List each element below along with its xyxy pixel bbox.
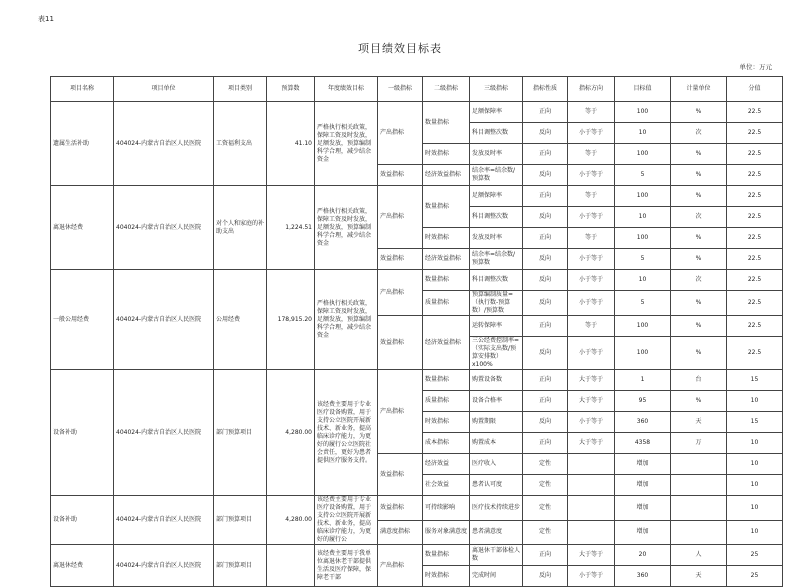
measure-unit: 台 bbox=[671, 370, 727, 391]
level2-indicator: 数量指标 bbox=[423, 102, 470, 144]
project-goal: 该经费主要用于我单位离退休老干部提供生活及医疗保障，保障老干部 bbox=[315, 545, 378, 587]
project-name: 设备补助 bbox=[51, 370, 114, 496]
header-cell: 年度绩效目标 bbox=[315, 77, 378, 102]
project-name: 离退休经费 bbox=[51, 545, 114, 587]
page-title: 项目绩效目标表 bbox=[358, 42, 442, 55]
indicator-direction bbox=[568, 475, 615, 496]
score: 22.5 bbox=[727, 316, 783, 337]
score: 15 bbox=[727, 412, 783, 433]
project-name: 一般公用经费 bbox=[51, 270, 114, 370]
level1-indicator: 产出指标 bbox=[378, 186, 423, 249]
indicator-direction: 小于等于 bbox=[568, 412, 615, 433]
level3-indicator: 运转保障率 bbox=[470, 316, 523, 337]
indicator-nature: 反向 bbox=[523, 207, 568, 228]
level3-indicator: 购置设备数 bbox=[470, 370, 523, 391]
level3-indicator: 购置期限 bbox=[470, 412, 523, 433]
indicator-direction: 等于 bbox=[568, 186, 615, 207]
measure-unit: 次 bbox=[671, 270, 727, 291]
score: 10 bbox=[727, 475, 783, 496]
measure-unit: 人 bbox=[671, 545, 727, 566]
level3-indicator: 科目调整次数 bbox=[470, 123, 523, 144]
level2-indicator: 数量指标 bbox=[423, 270, 470, 291]
level2-indicator: 经济效益 bbox=[423, 454, 470, 475]
measure-unit: % bbox=[671, 337, 727, 370]
measure-unit: % bbox=[671, 391, 727, 412]
project-category: 工资福利支出 bbox=[214, 102, 267, 186]
project-goal: 严格执行相关政策，保障工资及时发放，足额发放，预算编制科学合理，减少结余资金 bbox=[315, 270, 378, 370]
project-unit: 404024-内蒙古自治区人民医院 bbox=[114, 545, 214, 587]
indicator-nature: 反向 bbox=[523, 270, 568, 291]
project-budget: 4,280.00 bbox=[267, 496, 315, 545]
indicator-direction: 大于等于 bbox=[568, 370, 615, 391]
score: 22.5 bbox=[727, 270, 783, 291]
project-budget: 41.10 bbox=[267, 102, 315, 186]
score: 22.5 bbox=[727, 337, 783, 370]
level3-indicator: 科目调整次数 bbox=[470, 270, 523, 291]
project-category: 公用经费 bbox=[214, 270, 267, 370]
indicator-direction bbox=[568, 520, 615, 545]
target-value: 增加 bbox=[615, 454, 671, 475]
table-row bbox=[51, 102, 783, 123]
project-unit: 404024-内蒙古自治区人民医院 bbox=[114, 186, 214, 270]
level1-indicator: 产出指标 bbox=[378, 370, 423, 454]
measure-unit: % bbox=[671, 291, 727, 316]
level1-indicator: 效益指标 bbox=[378, 496, 423, 521]
level3-indicator: 医疗收入 bbox=[470, 454, 523, 475]
target-value: 100 bbox=[615, 228, 671, 249]
project-name: 离退休经费 bbox=[51, 186, 114, 270]
header-row bbox=[51, 77, 783, 102]
level2-indicator: 时效指标 bbox=[423, 228, 470, 249]
target-value: 360 bbox=[615, 566, 671, 587]
indicator-nature: 反向 bbox=[523, 123, 568, 144]
target-value: 10 bbox=[615, 270, 671, 291]
measure-unit: 天 bbox=[671, 412, 727, 433]
score: 22.5 bbox=[727, 102, 783, 123]
project-goal: 该经费主要用于专业医疗设备购置，用于支持公立医院开展新技术、新业务，提高临床诊疗能力，为更好的履行公立医院社会责任，更好为患者提供医疗服务支持。 bbox=[315, 370, 378, 496]
project-name: 设备补助 bbox=[51, 496, 114, 545]
level2-indicator: 质量指标 bbox=[423, 391, 470, 412]
indicator-direction bbox=[568, 496, 615, 521]
indicator-nature: 定性 bbox=[523, 496, 568, 521]
indicator-nature: 正向 bbox=[523, 102, 568, 123]
score: 15 bbox=[727, 370, 783, 391]
measure-unit: 次 bbox=[671, 207, 727, 228]
indicator-direction: 小于等于 bbox=[568, 270, 615, 291]
target-value: 5 bbox=[615, 291, 671, 316]
indicator-direction: 小于等于 bbox=[568, 566, 615, 587]
target-value: 20 bbox=[615, 545, 671, 566]
indicator-direction: 小于等于 bbox=[568, 249, 615, 270]
level1-indicator: 效益指标 bbox=[378, 454, 423, 496]
level3-indicator: 结余率=结余数/预算数 bbox=[470, 165, 523, 186]
target-value: 100 bbox=[615, 144, 671, 165]
table-row bbox=[51, 270, 783, 291]
header-cell: 指标方向 bbox=[568, 77, 615, 102]
level3-indicator: 购置成本 bbox=[470, 433, 523, 454]
measure-unit: % bbox=[671, 228, 727, 249]
measure-unit bbox=[671, 454, 727, 475]
level1-indicator: 效益指标 bbox=[378, 165, 423, 186]
project-name: 遗属生活补助 bbox=[51, 102, 114, 186]
project-budget: 1,224.51 bbox=[267, 186, 315, 270]
target-value: 增加 bbox=[615, 520, 671, 545]
target-value: 4358 bbox=[615, 433, 671, 454]
header-cell: 预算数 bbox=[267, 77, 315, 102]
level3-indicator: 发放及时率 bbox=[470, 144, 523, 165]
header-cell: 项目单位 bbox=[114, 77, 214, 102]
level2-indicator: 数量指标 bbox=[423, 186, 470, 228]
indicator-nature: 正向 bbox=[523, 433, 568, 454]
level2-indicator: 服务对象满意度 bbox=[423, 520, 470, 545]
level2-indicator: 时效指标 bbox=[423, 412, 470, 433]
indicator-direction: 等于 bbox=[568, 102, 615, 123]
level3-indicator: 发放及时率 bbox=[470, 228, 523, 249]
measure-unit: 次 bbox=[671, 123, 727, 144]
measure-unit bbox=[671, 520, 727, 545]
measure-unit: % bbox=[671, 186, 727, 207]
level2-indicator: 社会效益 bbox=[423, 475, 470, 496]
measure-unit: % bbox=[671, 316, 727, 337]
score: 22.5 bbox=[727, 291, 783, 316]
measure-unit bbox=[671, 496, 727, 521]
score: 22.5 bbox=[727, 186, 783, 207]
level3-indicator: 患者认可度 bbox=[470, 475, 523, 496]
indicator-direction: 小于等于 bbox=[568, 165, 615, 186]
indicator-direction: 小于等于 bbox=[568, 291, 615, 316]
level2-indicator: 可持续影响 bbox=[423, 496, 470, 521]
project-goal: 严格执行相关政策，保障工资及时发放，足额发放，预算编制科学合理，减少结余资金 bbox=[315, 102, 378, 186]
score: 22.5 bbox=[727, 123, 783, 144]
level3-indicator: 足额保障率 bbox=[470, 186, 523, 207]
indicator-nature: 定性 bbox=[523, 475, 568, 496]
score: 10 bbox=[727, 391, 783, 412]
indicator-direction: 大于等于 bbox=[568, 391, 615, 412]
target-value: 95 bbox=[615, 391, 671, 412]
level1-indicator: 满意度指标 bbox=[378, 520, 423, 545]
header-cell: 项目名称 bbox=[51, 77, 114, 102]
level2-indicator: 经济效益指标 bbox=[423, 249, 470, 270]
indicator-nature: 反向 bbox=[523, 165, 568, 186]
target-value: 100 bbox=[615, 337, 671, 370]
score: 10 bbox=[727, 520, 783, 545]
level3-indicator: 预算编制质量=（执行数-预算数）/预算数 bbox=[470, 291, 523, 316]
score: 22.5 bbox=[727, 165, 783, 186]
target-value: 100 bbox=[615, 102, 671, 123]
project-unit: 404024-内蒙古自治区人民医院 bbox=[114, 370, 214, 496]
indicator-direction bbox=[568, 454, 615, 475]
project-goal: 严格执行相关政策，保障工资及时发放，足额发放，预算编制科学合理，减少结余资金 bbox=[315, 186, 378, 270]
target-value: 增加 bbox=[615, 475, 671, 496]
level2-indicator: 成本指标 bbox=[423, 433, 470, 454]
level3-indicator: 结余率=结余数/预算数 bbox=[470, 249, 523, 270]
level2-indicator: 时效指标 bbox=[423, 566, 470, 587]
level1-indicator: 产出指标 bbox=[378, 545, 423, 587]
level1-indicator: 效益指标 bbox=[378, 316, 423, 370]
indicator-direction: 等于 bbox=[568, 316, 615, 337]
project-budget: 178,915.20 bbox=[267, 270, 315, 370]
project-goal: 该经费主要用于专业医疗设备购置，用于支持公立医院开展新技术、新业务，提高临床诊疗能力，为更好的履行公 bbox=[315, 496, 378, 545]
target-value: 360 bbox=[615, 412, 671, 433]
indicator-direction: 小于等于 bbox=[568, 337, 615, 370]
indicator-direction: 小于等于 bbox=[568, 123, 615, 144]
header-cell: 分值 bbox=[727, 77, 783, 102]
target-value: 5 bbox=[615, 165, 671, 186]
project-unit: 404024-内蒙古自治区人民医院 bbox=[114, 102, 214, 186]
target-value: 1 bbox=[615, 370, 671, 391]
measure-unit: 天 bbox=[671, 566, 727, 587]
unit-note: 单位：万元 bbox=[739, 63, 772, 71]
score: 10 bbox=[727, 454, 783, 475]
level1-indicator: 效益指标 bbox=[378, 249, 423, 270]
table-number: 表11 bbox=[38, 15, 54, 23]
level2-indicator: 经济效益指标 bbox=[423, 316, 470, 370]
indicator-nature: 正向 bbox=[523, 391, 568, 412]
level3-indicator: 设备合格率 bbox=[470, 391, 523, 412]
measure-unit: % bbox=[671, 102, 727, 123]
level2-indicator: 数量指标 bbox=[423, 545, 470, 566]
level3-indicator: 离退休干部体检人数 bbox=[470, 545, 523, 566]
level2-indicator: 质量指标 bbox=[423, 291, 470, 316]
performance-table bbox=[50, 76, 783, 587]
indicator-nature: 反向 bbox=[523, 291, 568, 316]
indicator-direction: 大于等于 bbox=[568, 433, 615, 454]
level3-indicator: 三公经费控制率=（实际支出数/预算安排数）x100% bbox=[470, 337, 523, 370]
score: 22.5 bbox=[727, 249, 783, 270]
level2-indicator: 时效指标 bbox=[423, 144, 470, 165]
level3-indicator: 患者满意度 bbox=[470, 520, 523, 545]
score: 10 bbox=[727, 496, 783, 521]
indicator-direction: 小于等于 bbox=[568, 207, 615, 228]
score: 10 bbox=[727, 433, 783, 454]
target-value: 100 bbox=[615, 186, 671, 207]
header-cell: 二级指标 bbox=[423, 77, 470, 102]
indicator-nature: 正向 bbox=[523, 144, 568, 165]
project-category: 部门预算项目 bbox=[214, 496, 267, 545]
level3-indicator: 科目调整次数 bbox=[470, 207, 523, 228]
score: 25 bbox=[727, 545, 783, 566]
indicator-nature: 反向 bbox=[523, 412, 568, 433]
target-value: 10 bbox=[615, 123, 671, 144]
indicator-direction: 等于 bbox=[568, 144, 615, 165]
score: 22.5 bbox=[727, 144, 783, 165]
target-value: 增加 bbox=[615, 496, 671, 521]
project-unit: 404024-内蒙古自治区人民医院 bbox=[114, 496, 214, 545]
level3-indicator: 足额保障率 bbox=[470, 102, 523, 123]
level1-indicator: 产出指标 bbox=[378, 102, 423, 165]
indicator-nature: 正向 bbox=[523, 228, 568, 249]
level2-indicator: 经济效益指标 bbox=[423, 165, 470, 186]
project-category: 部门预算项目 bbox=[214, 370, 267, 496]
indicator-nature: 反向 bbox=[523, 249, 568, 270]
indicator-nature: 正向 bbox=[523, 316, 568, 337]
header-cell: 一级指标 bbox=[378, 77, 423, 102]
measure-unit: % bbox=[671, 144, 727, 165]
table-row bbox=[51, 496, 783, 521]
level3-indicator: 完成时间 bbox=[470, 566, 523, 587]
measure-unit: % bbox=[671, 165, 727, 186]
project-budget: 4,280.00 bbox=[267, 370, 315, 496]
header-cell: 三级指标 bbox=[470, 77, 523, 102]
level2-indicator: 数量指标 bbox=[423, 370, 470, 391]
table-row bbox=[51, 545, 783, 566]
score: 22.5 bbox=[727, 207, 783, 228]
header-cell: 计量单位 bbox=[671, 77, 727, 102]
target-value: 10 bbox=[615, 207, 671, 228]
header-cell: 目标值 bbox=[615, 77, 671, 102]
table-row bbox=[51, 186, 783, 207]
indicator-direction: 大于等于 bbox=[568, 545, 615, 566]
header-cell: 项目类别 bbox=[214, 77, 267, 102]
indicator-nature: 定性 bbox=[523, 520, 568, 545]
indicator-nature: 反向 bbox=[523, 566, 568, 587]
project-unit: 404024-内蒙古自治区人民医院 bbox=[114, 270, 214, 370]
target-value: 5 bbox=[615, 249, 671, 270]
indicator-direction: 等于 bbox=[568, 228, 615, 249]
level1-indicator: 产出指标 bbox=[378, 270, 423, 316]
score: 25 bbox=[727, 566, 783, 587]
measure-unit: % bbox=[671, 249, 727, 270]
indicator-nature: 反向 bbox=[523, 337, 568, 370]
level3-indicator: 医疗技术持续进步 bbox=[470, 496, 523, 521]
score: 22.5 bbox=[727, 228, 783, 249]
table-row bbox=[51, 370, 783, 391]
header-cell: 指标性质 bbox=[523, 77, 568, 102]
indicator-nature: 正向 bbox=[523, 545, 568, 566]
indicator-nature: 正向 bbox=[523, 186, 568, 207]
target-value: 100 bbox=[615, 316, 671, 337]
project-budget bbox=[267, 545, 315, 587]
project-category: 对个人和家庭的补助支出 bbox=[214, 186, 267, 270]
measure-unit: 万 bbox=[671, 433, 727, 454]
indicator-nature: 定性 bbox=[523, 454, 568, 475]
measure-unit bbox=[671, 475, 727, 496]
project-category: 部门预算项目 bbox=[214, 545, 267, 587]
indicator-nature: 正向 bbox=[523, 370, 568, 391]
